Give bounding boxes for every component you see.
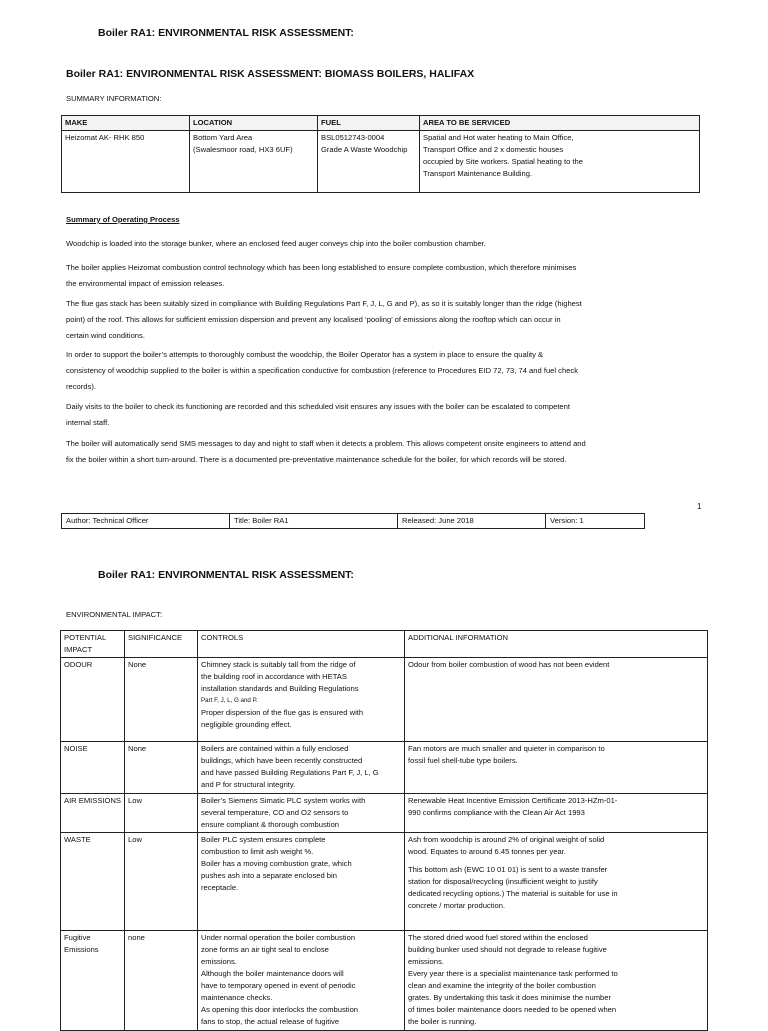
column-header: FUEL xyxy=(318,116,420,131)
column-header: SIGNIFICANCE xyxy=(125,631,198,658)
table-row xyxy=(61,931,708,1031)
process-heading: Summary of Operating Process xyxy=(66,215,180,224)
footer-author: Author: Technical Officer xyxy=(62,514,230,529)
controls-cell: Boilers are contained within a fully enclosed buildings, which have been recently constructed and have passed Building Regulations Part F, J, L, G and P for structural integrity. xyxy=(198,742,405,794)
page-number: 1 xyxy=(697,502,702,511)
impact-cell: NOISE xyxy=(61,742,125,794)
area-cell: Spatial and Hot water heating to Main Office, Transport Office and 2 x domestic houses occupied by Site workers. Spatial heating to the Transport Maintenance Building. xyxy=(420,131,700,193)
make-cell: Heizomat AK- RHK 850 xyxy=(62,131,190,193)
page-header: Boiler RA1: ENVIRONMENTAL RISK ASSESSMENT: xyxy=(98,569,354,581)
impact-cell: WASTE xyxy=(61,833,125,931)
significance-cell: Low xyxy=(125,833,198,931)
significance-cell: None xyxy=(125,742,198,794)
table-row xyxy=(61,658,708,742)
controls-cell: Boiler PLC system ensures complete combustion to limit ash weight %. Boiler has a moving combustion grate, which pushes ash into a separate enclosed bin receptacle. xyxy=(198,833,405,931)
column-header: AREA TO BE SERVICED xyxy=(420,116,700,131)
fuel-cell: BSL0512743-0004 Grade A Waste Woodchip xyxy=(318,131,420,193)
paragraph: Woodchip is loaded into the storage bunker, where an enclosed feed auger conveys chip into the boiler combustion chamber. xyxy=(66,239,486,248)
significance-cell: None xyxy=(125,658,198,742)
footer-released: Released: June 2018 xyxy=(398,514,546,529)
column-header: CONTROLS xyxy=(198,631,405,658)
info-cell: Ash from woodchip is around 2% of original weight of solid wood. Equates to around 6.45 tonnes per year. This bottom ash (EWC 10 01 01) is sent to a waste transfer station for disposal/recycling (insufficient weight to justify dedicated recycling options.) The material is suitable for use in concrete / mortar production. xyxy=(405,833,708,931)
location-cell: Bottom Yard Area (Swalesmoor road, HX3 6UF) xyxy=(190,131,318,193)
column-header: POTENTIAL IMPACT xyxy=(61,631,125,658)
impact-table xyxy=(60,630,708,1031)
info-cell: Fan motors are much smaller and quieter in comparison to fossil fuel shell-tube type boilers. xyxy=(405,742,708,794)
paragraph: The boiler will automatically send SMS messages to day and night to staff when it detects a problem. This allows competent onsite engineers to attend and fix the boiler within a short turn-around. There is a documented pre-preventative maintenance schedule for the boiler, for which records will be stored. xyxy=(66,439,586,464)
column-header: LOCATION xyxy=(190,116,318,131)
table-row xyxy=(61,794,708,833)
footer-version: Version: 1 xyxy=(546,514,645,529)
table-row xyxy=(61,833,708,931)
column-header: MAKE xyxy=(62,116,190,131)
impact-cell: ODOUR xyxy=(61,658,125,742)
footer-table xyxy=(61,513,645,529)
controls-cell: Under normal operation the boiler combustion zone forms an air tight seal to enclose emissions. Although the boiler maintenance doors will have to temporary opened in event of periodic maintenance checks. As opening this door interlocks the combustion fans to stop, the actual release of fugitive xyxy=(198,931,405,1031)
paragraph: Daily visits to the boiler to check its functioning are recorded and this scheduled visit ensures any issues with the boiler can be escalated to competent internal staff. xyxy=(66,402,570,427)
document-title: Boiler RA1: ENVIRONMENTAL RISK ASSESSMENT: BIOMASS BOILERS, HALIFAX xyxy=(66,68,475,80)
controls-cell: Chimney stack is suitably tall from the ridge of the building roof in accordance with HETAS installation standards and Building Regulations Part F, J, L, G and P. Proper dispersion of the flue gas is ensured with negligible grounding effect. xyxy=(198,658,405,742)
info-cell: Renewable Heat Incentive Emission Certificate 2013-HZm-01- 990 confirms compliance with the Clean Air Act 1993 xyxy=(405,794,708,833)
impact-cell: AIR EMISSIONS xyxy=(61,794,125,833)
info-cell: The stored dried wood fuel stored within the enclosed building bunker used should not degrade to release fugitive emissions. Every year there is a specialist maintenance task performed to clean and examine the integrity of the boiler combustion grates. By undertaking this task it does minimise the number of times boiler maintenance doors needed to be opened when the boiler is running. xyxy=(405,931,708,1031)
paragraph: The flue gas stack has been suitably sized in compliance with Building Regulations Part F, J, L, G and P), as so it is suitably longer than the ridge (highest point) of the roof. This allows for sufficient emission dispersion and prevent any localised ‘pooling’ of emissions along the rooftop which can occur in certain wind conditions. xyxy=(66,299,582,340)
significance-cell: none xyxy=(125,931,198,1031)
controls-cell: Boiler’s Siemens Simatic PLC system works with several temperature, CO and O2 sensors to ensure compliant & thorough combustion xyxy=(198,794,405,833)
page-header: Boiler RA1: ENVIRONMENTAL RISK ASSESSMENT: xyxy=(98,27,354,39)
info-cell: Odour from boiler combustion of wood has not been evident xyxy=(405,658,708,742)
impact-cell: Fugitive Emissions xyxy=(61,931,125,1031)
paragraph: In order to support the boiler’s attempts to thoroughly combust the woodchip, the Boiler Operator has a system in place to ensure the quality & consistency of woodchip supplied to the boiler is within a specification conductive for combustion (reference to Procedures EID 72, 73, 74 and fuel check records). xyxy=(66,350,579,391)
paragraph: The boiler applies Heizomat combustion control technology which has been long established to ensure complete combustion, which therefore minimises the environmental impact of emission releases. xyxy=(66,263,577,288)
column-header: ADDITIONAL INFORMATION xyxy=(405,631,708,658)
footer-title: Title: Boiler RA1 xyxy=(230,514,398,529)
summary-table xyxy=(61,115,700,193)
significance-cell: Low xyxy=(125,794,198,833)
impact-label: ENVIRONMENTAL IMPACT: xyxy=(66,610,163,619)
table-row xyxy=(61,742,708,794)
summary-label: SUMMARY INFORMATION: xyxy=(66,94,162,103)
